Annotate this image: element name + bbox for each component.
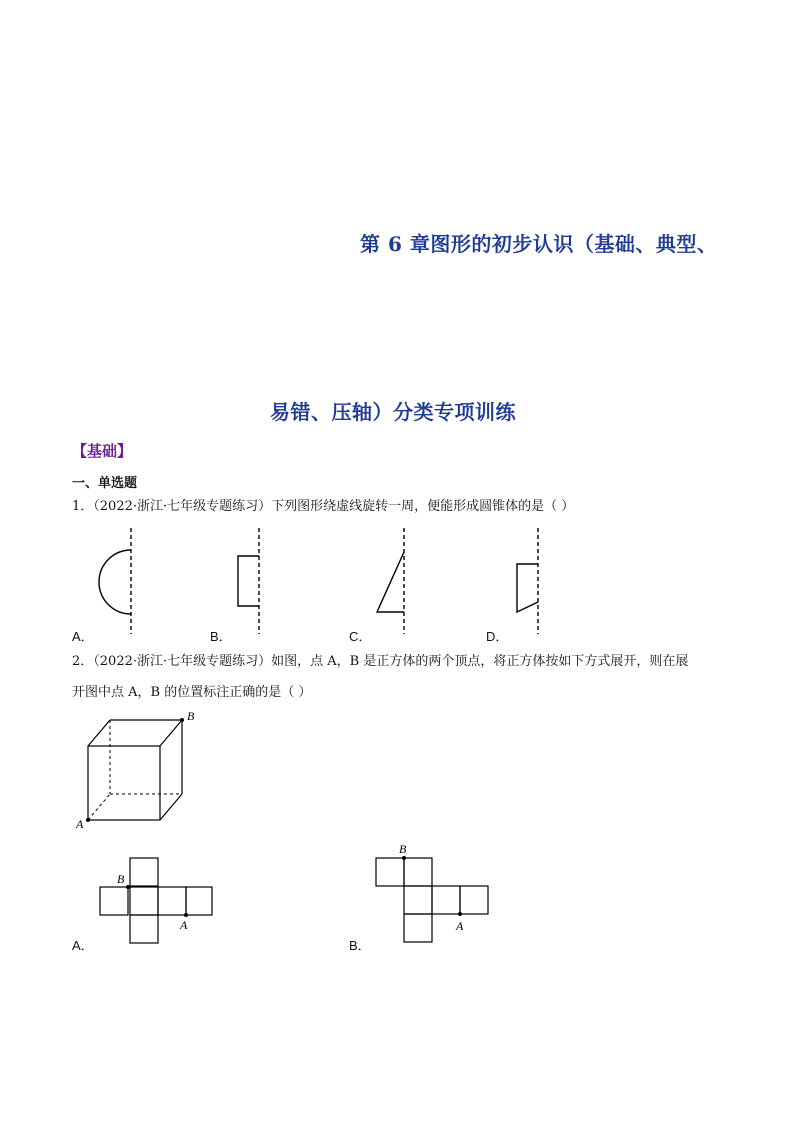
- q2-option-b-label: B．: [349, 938, 371, 953]
- cube-label-b: B: [187, 709, 195, 723]
- page-title-line2: 易错、压轴）分类专项训练: [270, 400, 516, 424]
- q1-option-b-label: B．: [210, 629, 232, 644]
- q2-option-a-label: A．: [72, 938, 94, 953]
- section-tag-basic: 【基础】: [72, 442, 133, 460]
- cube-label-a: A: [76, 817, 84, 831]
- q1-figure-c: [377, 528, 404, 634]
- q1-figure-d: [517, 528, 538, 634]
- q1-option-d-label: D．: [486, 629, 509, 644]
- q2-net-option-a: [90, 852, 230, 952]
- q1-figure-a: [99, 528, 131, 634]
- question-2-text-line1: 2．（2022·浙江·七年级专题练习）如图，点 A，B 是正方体的两个顶点，将正方体按如下方式展开，则在展: [72, 654, 689, 669]
- page-title-line1: 第 6 章图形的初步认识（基础、典型、: [360, 232, 718, 256]
- question-1-figures: [60, 522, 580, 642]
- q2-net-option-b: [366, 840, 506, 950]
- net-a-label-b: B: [117, 872, 125, 886]
- q2-cube-figure: [70, 708, 210, 838]
- q1-option-c-label: C．: [349, 629, 372, 644]
- net-a-label-a: A: [180, 918, 188, 932]
- q1-figure-b: [238, 528, 259, 634]
- net-b-label-a: A: [456, 919, 464, 933]
- section-heading-single-choice: 一、单选题: [72, 476, 138, 491]
- question-1-text: 1．（2022·浙江·七年级专题练习）下列图形绕虚线旋转一周，便能形成圆锥体的是（ ）: [72, 499, 575, 514]
- net-b-label-b: B: [399, 842, 407, 856]
- question-2-text-line2: 开图中点 A，B 的位置标注正确的是（ ）: [72, 685, 312, 700]
- q1-option-a-label: A．: [72, 629, 94, 644]
